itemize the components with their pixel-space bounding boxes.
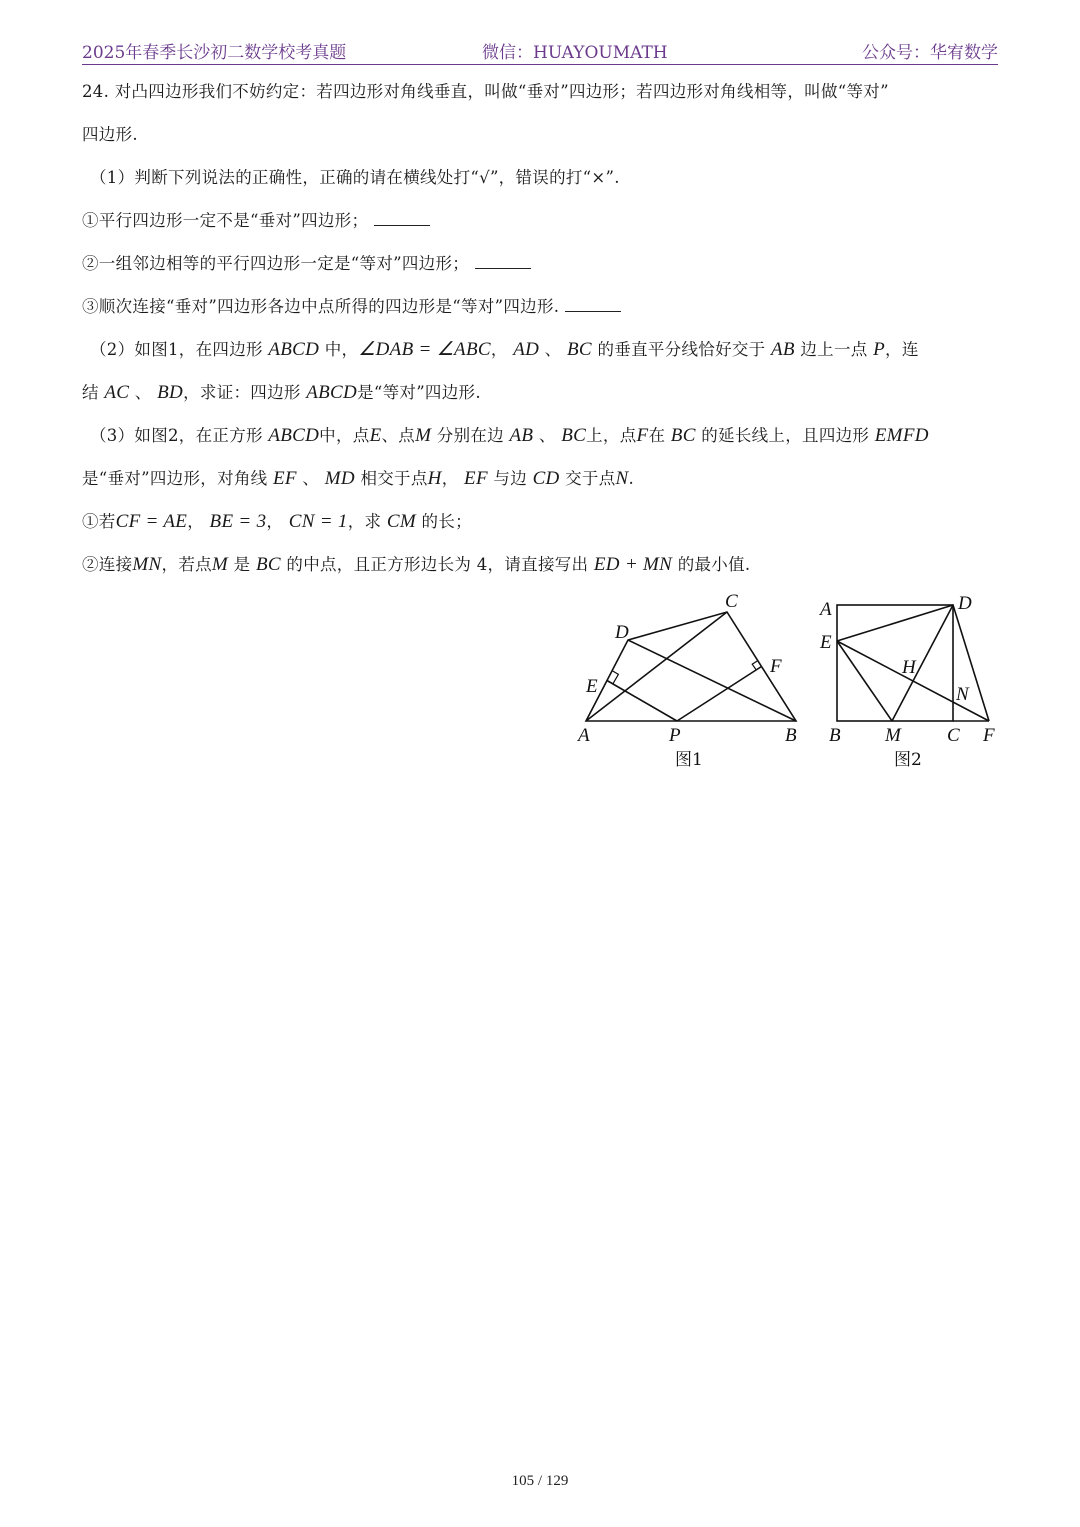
part3-line1 [90, 424, 929, 448]
math-bc: BC [561, 425, 587, 446]
part3-text: ①若 [82, 512, 116, 531]
label-m: M [885, 725, 901, 746]
math-p: P [873, 339, 886, 360]
math-md: MD [324, 468, 355, 489]
part1-title: （1）判断下列说法的正确性，正确的请在横线处打“√”，错误的打“×”. [90, 168, 620, 187]
math-m: M [211, 554, 229, 575]
answer-blank-3[interactable] [565, 295, 621, 312]
part2-text: ， [490, 340, 508, 359]
part1-item3-text: ③顺次连接“垂对”四边形各边中点所得的四边形是“等对”四边形. [82, 297, 560, 316]
figure-1-caption: 图1 [675, 750, 703, 770]
segment-em [837, 641, 892, 721]
problem-intro-line1 [82, 80, 889, 104]
part3-question1 [82, 510, 472, 534]
label-h: H [902, 657, 916, 678]
answer-blank-2[interactable] [475, 252, 531, 269]
part3-text: 的延长线上，且四边形 [701, 426, 870, 445]
label-d: D [958, 593, 972, 614]
math-cd: CD [532, 468, 560, 489]
part3-text: 的中点，且正方形边长为 4，请直接写出 [286, 555, 589, 574]
label-p: P [669, 725, 681, 746]
label-c: C [947, 725, 960, 746]
bisector-ep [607, 681, 677, 722]
part3-text: ， [187, 512, 204, 531]
part3-text: 、点 [381, 426, 416, 445]
part2-line1 [90, 338, 919, 362]
math-emfd: EMFD [874, 425, 929, 446]
math-m: M [415, 425, 432, 446]
part1-item1 [82, 209, 430, 233]
segment-ed [837, 605, 953, 641]
figure-2-diagram [812, 585, 1022, 775]
part3-line2 [82, 467, 634, 491]
figure-1 [570, 585, 810, 775]
math-ef: EF [464, 468, 488, 489]
answer-blank-1[interactable] [374, 209, 430, 226]
part2-text: （2）如图1，在四边形 [90, 340, 263, 359]
part3-text: 相交于点 [360, 469, 428, 488]
part3-text: 、 [302, 469, 320, 488]
math-ac: AC [104, 382, 130, 403]
part3-text: 是“垂对”四边形，对角线 [82, 469, 268, 488]
label-f: F [770, 656, 782, 677]
math-abcd: ABCD [268, 425, 320, 446]
math-abcd: ABCD [268, 339, 320, 360]
label-a: A [578, 725, 590, 746]
part3-text: 的长； [421, 512, 472, 531]
math-cn: CN = 1 [288, 511, 348, 532]
math-f: F [636, 425, 649, 446]
figure-1-diagram [570, 585, 810, 775]
math-abcd: ABCD [306, 382, 358, 403]
label-f: F [983, 725, 995, 746]
part3-text: ②连接 [82, 555, 133, 574]
math-be: BE = 3 [209, 511, 267, 532]
math-bc: BC [255, 554, 281, 575]
right-angle-mark-e [613, 671, 619, 684]
label-b: B [829, 725, 841, 746]
math-ab: AB [771, 339, 795, 360]
math-angle-equation: ∠DAB = ∠ABC [358, 339, 491, 360]
part1-item3 [82, 295, 621, 319]
part1-item1-text: ①平行四边形一定不是“垂对”四边形； [82, 211, 369, 230]
part3-text: ，求 [347, 512, 382, 531]
label-c: C [725, 591, 738, 612]
math-bc: BC [567, 339, 592, 360]
part3-question2 [82, 553, 750, 577]
part2-text: ，求证：四边形 [183, 383, 301, 402]
problem-intro-line2: 四边形. [82, 125, 138, 144]
page-number: 105 / 129 [511, 1473, 569, 1489]
diagonal-ac [586, 612, 727, 721]
math-ed-mn: ED + MN [593, 554, 673, 575]
math-ef: EF [273, 468, 297, 489]
part3-text: 在 [648, 426, 666, 445]
part2-text: 是“等对”四边形. [357, 383, 481, 402]
header-title: 2025年春季长沙初二数学校考真题 [82, 43, 347, 63]
part3-text: 分别在边 [436, 426, 504, 445]
part3-text: ， [441, 469, 459, 488]
part3-text: 、 [538, 426, 556, 445]
part3-text: 中，点 [319, 426, 370, 445]
page-header [82, 36, 998, 66]
math-e: E [369, 425, 382, 446]
part2-text: 中， [324, 340, 359, 359]
part3-text: ，若点 [161, 555, 212, 574]
label-b: B [785, 725, 797, 746]
math-bc: BC [670, 425, 696, 446]
part3-text: ， [266, 512, 284, 531]
math-mn: MN [132, 554, 162, 575]
label-e: E [820, 632, 832, 653]
part3-text: 是 [233, 555, 251, 574]
problem-intro: 对凸四边形我们不妨约定：若四边形对角线垂直，叫做“垂对”四边形；若四边形对角线相等，叫做“等对” [114, 82, 889, 101]
label-a: A [820, 599, 832, 620]
part2-text: 结 [82, 383, 99, 402]
part1-item2-text: ②一组邻边相等的平行四边形一定是“等对”四边形； [82, 254, 470, 273]
math-ad: AD [513, 339, 540, 360]
part3-text: （3）如图2，在正方形 [90, 426, 263, 445]
math-bd: BD [157, 382, 184, 403]
part3-text: 上，点 [586, 426, 637, 445]
math-h: H [427, 468, 442, 489]
bisector-fp [677, 667, 762, 722]
header-account: 公众号：华宥数学 [862, 43, 998, 63]
part2-text: 的垂直平分线恰好交于 [597, 340, 766, 359]
part2-text: 、 [134, 383, 152, 402]
part3-text: 的最小值. [677, 555, 751, 574]
problem-number: 24. [82, 82, 110, 101]
part2-text: 边上一点 [800, 340, 868, 359]
math-ab: AB [509, 425, 534, 446]
label-n: N [956, 684, 969, 705]
header-divider [82, 64, 998, 65]
part1-item2 [82, 252, 531, 276]
part3-text: 交于点 [565, 469, 616, 488]
header-wechat: 微信：HUAYOUMATH [482, 43, 668, 63]
label-e: E [586, 676, 598, 697]
figure-2 [812, 585, 1022, 775]
part2-line2 [82, 381, 481, 405]
part2-text: 、 [544, 340, 562, 359]
figure-2-caption: 图2 [894, 750, 922, 770]
label-d: D [615, 622, 629, 643]
part2-text: ，连 [885, 340, 919, 359]
math-cm: CM [386, 511, 416, 532]
part3-text: 与边 [493, 469, 528, 488]
math-n: N [615, 468, 629, 489]
part3-text: . [628, 469, 635, 488]
math-cf-ae: CF = AE [115, 511, 188, 532]
